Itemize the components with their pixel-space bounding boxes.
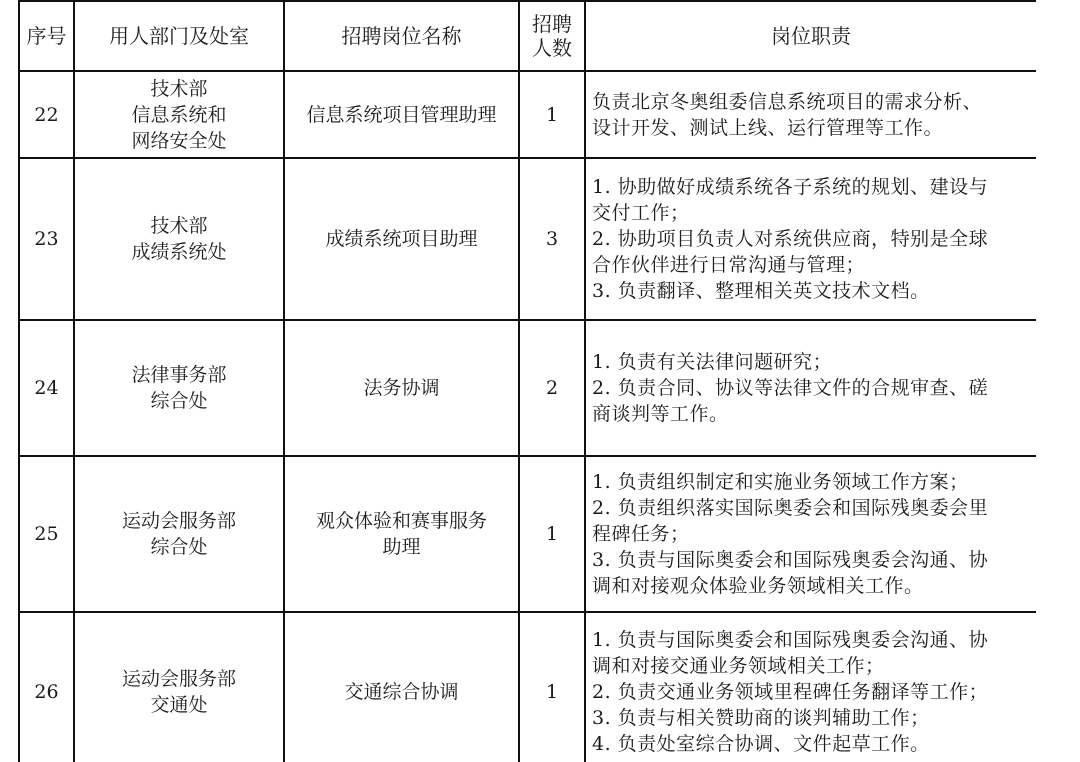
cell-count: 3 xyxy=(519,158,585,320)
recruitment-sheet xyxy=(18,0,1036,762)
cell-duties: 1. 协助做好成绩系统各子系统的规划、建设与 交付工作； 2. 协助项目负责人对系统供应商，特别是全球 合作伙伴进行日常沟通与管理； 3. 负责翻译、整理相关英文技术文档。 xyxy=(585,158,1036,320)
cell-department: 技术部 信息系统和 网络安全处 xyxy=(74,71,284,158)
cell-duties: 1. 负责与国际奥委会和国际残奥委会沟通、协 调和对接交通业务领域相关工作； 2. 负责交通业务领域里程碑任务翻译等工作； 3. 负责与相关赞助商的谈判辅助工作； 4. 负责处室综合协调、文件起草工作。 xyxy=(585,612,1036,762)
recruitment-table xyxy=(18,0,1036,762)
cell-department: 技术部 成绩系统处 xyxy=(74,158,284,320)
header-index: 序号 xyxy=(19,1,74,71)
cell-position: 成绩系统项目助理 xyxy=(284,158,519,320)
table-row xyxy=(19,456,1036,612)
cell-position: 法务协调 xyxy=(284,320,519,456)
cell-count: 1 xyxy=(519,612,585,762)
table-row xyxy=(19,71,1036,158)
cell-index: 25 xyxy=(19,456,74,612)
cell-position: 观众体验和赛事服务 助理 xyxy=(284,456,519,612)
cell-department: 法律事务部 综合处 xyxy=(74,320,284,456)
header-department: 用人部门及处室 xyxy=(74,1,284,71)
cell-count: 1 xyxy=(519,456,585,612)
table-row xyxy=(19,612,1036,762)
cell-department: 运动会服务部 综合处 xyxy=(74,456,284,612)
header-count: 招聘 人数 xyxy=(519,1,585,71)
table-row xyxy=(19,320,1036,456)
cell-index: 23 xyxy=(19,158,74,320)
header-row xyxy=(19,1,1036,71)
cell-duties: 负责北京冬奥组委信息系统项目的需求分析、 设计开发、测试上线、运行管理等工作。 xyxy=(585,71,1036,158)
header-duties: 岗位职责 xyxy=(585,1,1036,71)
cell-count: 2 xyxy=(519,320,585,456)
cell-department: 运动会服务部 交通处 xyxy=(74,612,284,762)
header-position: 招聘岗位名称 xyxy=(284,1,519,71)
cell-index: 26 xyxy=(19,612,74,762)
cell-position: 信息系统项目管理助理 xyxy=(284,71,519,158)
cell-count: 1 xyxy=(519,71,585,158)
cell-duties: 1. 负责组织制定和实施业务领域工作方案； 2. 负责组织落实国际奥委会和国际残奥委会里 程碑任务； 3. 负责与国际奥委会和国际残奥委会沟通、协 调和对接观众体验业务领域相关工作。 xyxy=(585,456,1036,612)
cell-position: 交通综合协调 xyxy=(284,612,519,762)
cell-index: 22 xyxy=(19,71,74,158)
table-row xyxy=(19,158,1036,320)
cell-index: 24 xyxy=(19,320,74,456)
cell-duties: 1. 负责有关法律问题研究； 2. 负责合同、协议等法律文件的合规审查、磋 商谈判等工作。 xyxy=(585,320,1036,456)
